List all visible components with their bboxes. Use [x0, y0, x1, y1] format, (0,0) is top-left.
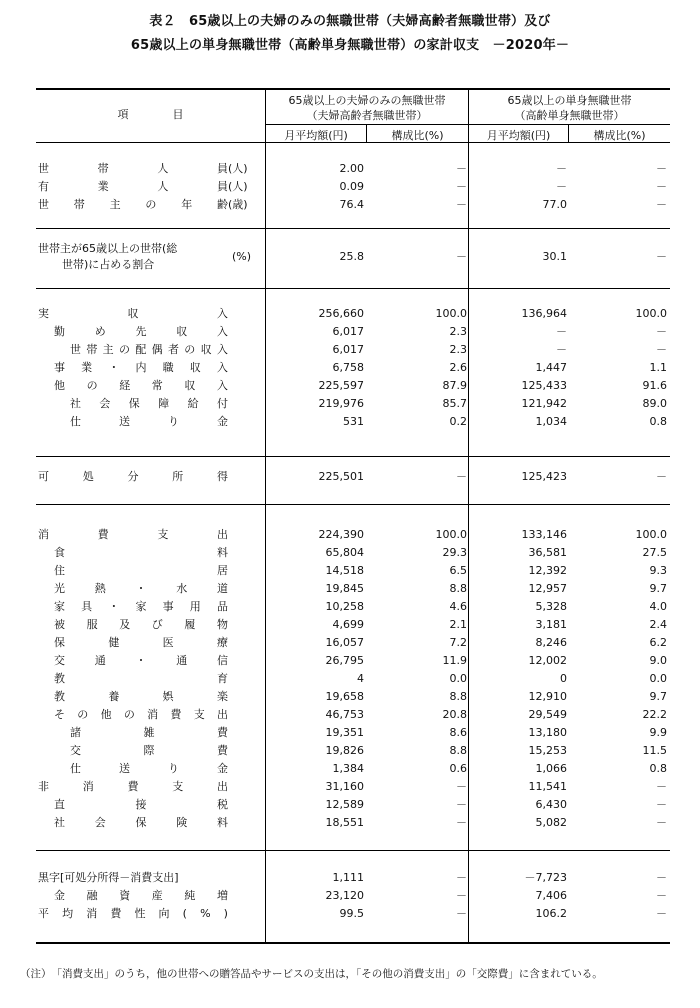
row-label: 金 融 資 産 純 増: [54, 889, 228, 902]
value-cell: 13,180: [528, 726, 567, 739]
header-col-ratio-1: 構成比(%): [391, 129, 444, 142]
section-separator: [36, 288, 670, 289]
value-cell: 11.9: [442, 654, 467, 667]
value-cell: 531: [343, 415, 364, 428]
header-col-ratio-2: 構成比(%): [593, 129, 646, 142]
row-label: 家 具 ・ 家 事 用 品: [54, 600, 228, 613]
value-cell: 100.0: [635, 528, 667, 541]
header-item: 項 目: [117, 108, 184, 121]
footnote: （注） 「消費支出」のうち，他の世帯への贈答品やサービスの支出は，「その他の消費支出」の「交際費」に含まれている。: [20, 968, 603, 980]
value-cell: 219,976: [318, 397, 364, 410]
value-cell: －: [456, 162, 467, 175]
value-cell: 1.1: [649, 361, 667, 374]
row-label: 交 通 ・ 通 信: [54, 654, 228, 667]
value-cell: 1,447: [535, 361, 567, 374]
value-cell: 8.8: [449, 690, 467, 703]
row-label: 直 接 税: [54, 798, 228, 811]
header-col-monthly-2: 月平均額(円): [486, 129, 551, 142]
value-cell: 225,501: [318, 470, 364, 483]
section-separator: [36, 228, 670, 229]
value-cell: 9.7: [649, 690, 667, 703]
value-cell: 12,002: [528, 654, 567, 667]
value-cell: 125,433: [521, 379, 567, 392]
header-group1-line2: （夫婦高齢者無職世帯）: [306, 109, 428, 122]
value-cell: 1,384: [332, 762, 364, 775]
row-label-line2: 世帯)に占める割合: [62, 258, 155, 271]
row-label: 諸 雑 費: [70, 726, 228, 739]
value-cell: 89.0: [642, 397, 667, 410]
row-label: 他 の 経 常 収 入: [54, 379, 228, 392]
row-unit: (%): [232, 250, 252, 263]
value-cell: －: [556, 180, 567, 193]
value-cell: 12,957: [528, 582, 567, 595]
value-cell: －7,723: [524, 871, 567, 884]
value-cell: 30.1: [542, 250, 567, 263]
value-cell: 29.3: [442, 546, 467, 559]
value-cell: －: [556, 162, 567, 175]
value-cell: －: [656, 198, 667, 211]
row-label: 教 養 娯 楽: [54, 690, 228, 703]
col-divider-group: [468, 88, 469, 943]
row-label: 実 収 入: [38, 307, 228, 320]
header-group2-line1: 65歳以上の単身無職世帯: [507, 94, 632, 107]
row-label: 光 熱 ・ 水 道: [54, 582, 228, 595]
value-cell: 6,017: [332, 325, 364, 338]
section-separator: [36, 456, 670, 457]
value-cell: －: [456, 889, 467, 902]
value-cell: 23,120: [325, 889, 364, 902]
value-cell: 91.6: [642, 379, 667, 392]
value-cell: 0.6: [449, 762, 467, 775]
value-cell: 11,541: [528, 780, 567, 793]
value-cell: 133,146: [521, 528, 567, 541]
row-label: 社 会 保 険 料: [54, 816, 228, 829]
value-cell: 1,111: [332, 871, 364, 884]
row-label: 保 健 医 療: [54, 636, 228, 649]
value-cell: 65,804: [325, 546, 364, 559]
value-cell: 19,826: [325, 744, 364, 757]
value-cell: 16,057: [325, 636, 364, 649]
value-cell: －: [456, 907, 467, 920]
value-cell: 1,034: [535, 415, 567, 428]
row-label: 住 居: [54, 564, 228, 577]
value-cell: 22.2: [642, 708, 667, 721]
value-cell: 0.0: [449, 672, 467, 685]
value-cell: －: [456, 470, 467, 483]
value-cell: 11.5: [642, 744, 667, 757]
row-label: 教 育: [54, 672, 228, 685]
value-cell: －: [656, 798, 667, 811]
value-cell: 100.0: [635, 307, 667, 320]
row-label: 有 業 人 員: [38, 180, 228, 193]
col-divider-main: [265, 88, 266, 943]
value-cell: 8,246: [535, 636, 567, 649]
value-cell: 99.5: [339, 907, 364, 920]
value-cell: 77.0: [542, 198, 567, 211]
value-cell: 106.2: [535, 907, 567, 920]
row-label: 仕 送 り 金: [70, 415, 228, 428]
value-cell: 2.3: [449, 343, 467, 356]
row-unit: (歳): [228, 198, 248, 211]
value-cell: 5,328: [535, 600, 567, 613]
value-cell: －: [656, 780, 667, 793]
value-cell: －: [456, 871, 467, 884]
value-cell: 0.8: [649, 762, 667, 775]
header-group1-line1: 65歳以上の夫婦のみの無職世帯: [288, 94, 446, 107]
value-cell: 19,845: [325, 582, 364, 595]
value-cell: 1,066: [535, 762, 567, 775]
value-cell: 2.3: [449, 325, 467, 338]
value-cell: 2.4: [649, 618, 667, 631]
table-title-line1: 表２ 65歳以上の夫婦のみの無職世帯（夫婦高齢者無職世帯）及び: [149, 14, 551, 29]
value-cell: －: [456, 198, 467, 211]
value-cell: 8.8: [449, 582, 467, 595]
value-cell: 121,942: [521, 397, 567, 410]
value-cell: 100.0: [435, 307, 467, 320]
value-cell: 125,423: [521, 470, 567, 483]
value-cell: －: [656, 343, 667, 356]
value-cell: －: [656, 162, 667, 175]
value-cell: 9.9: [649, 726, 667, 739]
value-cell: 29,549: [528, 708, 567, 721]
value-cell: 0: [560, 672, 567, 685]
row-label: 社 会 保 障 給 付: [70, 397, 228, 410]
value-cell: －: [656, 871, 667, 884]
value-cell: 15,253: [528, 744, 567, 757]
value-cell: 224,390: [318, 528, 364, 541]
row-label: 被 服 及 び 履 物: [54, 618, 228, 631]
value-cell: 256,660: [318, 307, 364, 320]
value-cell: 27.5: [642, 546, 667, 559]
value-cell: 9.0: [649, 654, 667, 667]
value-cell: 0.2: [449, 415, 467, 428]
value-cell: 19,351: [325, 726, 364, 739]
row-label: 黒字[可処分所得－消費支出]: [38, 871, 179, 884]
value-cell: 10,258: [325, 600, 364, 613]
value-cell: 9.7: [649, 582, 667, 595]
value-cell: 0.0: [649, 672, 667, 685]
section-separator: [36, 850, 670, 851]
value-cell: 87.9: [442, 379, 467, 392]
value-cell: －: [656, 816, 667, 829]
value-cell: －: [556, 343, 567, 356]
value-cell: 7.2: [449, 636, 467, 649]
value-cell: 76.4: [339, 198, 364, 211]
value-cell: 12,589: [325, 798, 364, 811]
row-label: 仕 送 り 金: [70, 762, 228, 775]
value-cell: 225,597: [318, 379, 364, 392]
value-cell: 2.00: [339, 162, 364, 175]
row-label: 非 消 費 支 出: [38, 780, 228, 793]
value-cell: 31,160: [325, 780, 364, 793]
value-cell: －: [656, 907, 667, 920]
row-label: 消 費 支 出: [38, 528, 228, 541]
value-cell: 25.8: [339, 250, 364, 263]
value-cell: 26,795: [325, 654, 364, 667]
value-cell: －: [456, 180, 467, 193]
value-cell: －: [556, 325, 567, 338]
value-cell: 7,406: [535, 889, 567, 902]
table-top-rule: [36, 88, 670, 90]
value-cell: 4.0: [649, 600, 667, 613]
row-unit: (人): [228, 162, 248, 175]
value-cell: 6.2: [649, 636, 667, 649]
value-cell: 6,017: [332, 343, 364, 356]
row-label: 世 帯 人 員: [38, 162, 228, 175]
value-cell: 12,910: [528, 690, 567, 703]
value-cell: 14,518: [325, 564, 364, 577]
value-cell: 20.8: [442, 708, 467, 721]
value-cell: 9.3: [649, 564, 667, 577]
value-cell: 85.7: [442, 397, 467, 410]
row-label: 食 料: [54, 546, 228, 559]
row-label: 可 処 分 所 得: [38, 470, 228, 483]
row-label: 世 帯 主 の 配 偶 者 の 収 入: [70, 343, 228, 356]
value-cell: 4: [357, 672, 364, 685]
value-cell: －: [456, 798, 467, 811]
value-cell: 4.6: [449, 600, 467, 613]
table-bottom-rule: [36, 942, 670, 944]
row-label: 交 際 費: [70, 744, 228, 757]
section-separator: [36, 504, 670, 505]
header-col-monthly-1: 月平均額(円): [284, 129, 348, 142]
row-label: 勤 め 先 収 入: [54, 325, 228, 338]
value-cell: 6,430: [535, 798, 567, 811]
value-cell: －: [456, 780, 467, 793]
value-cell: 136,964: [521, 307, 567, 320]
value-cell: －: [456, 816, 467, 829]
value-cell: －: [656, 889, 667, 902]
row-label: 事 業 ・ 内 職 収 入: [54, 361, 228, 374]
value-cell: 46,753: [325, 708, 364, 721]
value-cell: 36,581: [528, 546, 567, 559]
value-cell: 6.5: [449, 564, 467, 577]
value-cell: 2.1: [449, 618, 467, 631]
value-cell: 6,758: [332, 361, 364, 374]
row-label: 世帯主が65歳以上の世帯(総: [38, 242, 178, 255]
value-cell: 0.8: [649, 415, 667, 428]
value-cell: 8.8: [449, 744, 467, 757]
value-cell: 100.0: [435, 528, 467, 541]
value-cell: －: [656, 250, 667, 263]
value-cell: 19,658: [325, 690, 364, 703]
value-cell: 2.6: [449, 361, 467, 374]
row-label: そ の 他 の 消 費 支 出: [54, 708, 228, 721]
row-unit: (人): [228, 180, 248, 193]
value-cell: －: [656, 180, 667, 193]
value-cell: －: [656, 325, 667, 338]
value-cell: 5,082: [535, 816, 567, 829]
value-cell: －: [456, 250, 467, 263]
value-cell: 8.6: [449, 726, 467, 739]
value-cell: 12,392: [528, 564, 567, 577]
value-cell: 0.09: [339, 180, 364, 193]
header-group2-line2: （高齢単身無職世帯）: [514, 109, 625, 122]
value-cell: 4,699: [332, 618, 364, 631]
value-cell: －: [656, 470, 667, 483]
row-label: 平 均 消 費 性 向 ( % ): [38, 907, 228, 920]
table-title-line2: 65歳以上の単身無職世帯（高齢単身無職世帯）の家計収支 －2020年－: [130, 38, 570, 53]
value-cell: 18,551: [325, 816, 364, 829]
row-label: 世 帯 主 の 年 齢: [38, 198, 228, 211]
value-cell: 3,181: [535, 618, 567, 631]
